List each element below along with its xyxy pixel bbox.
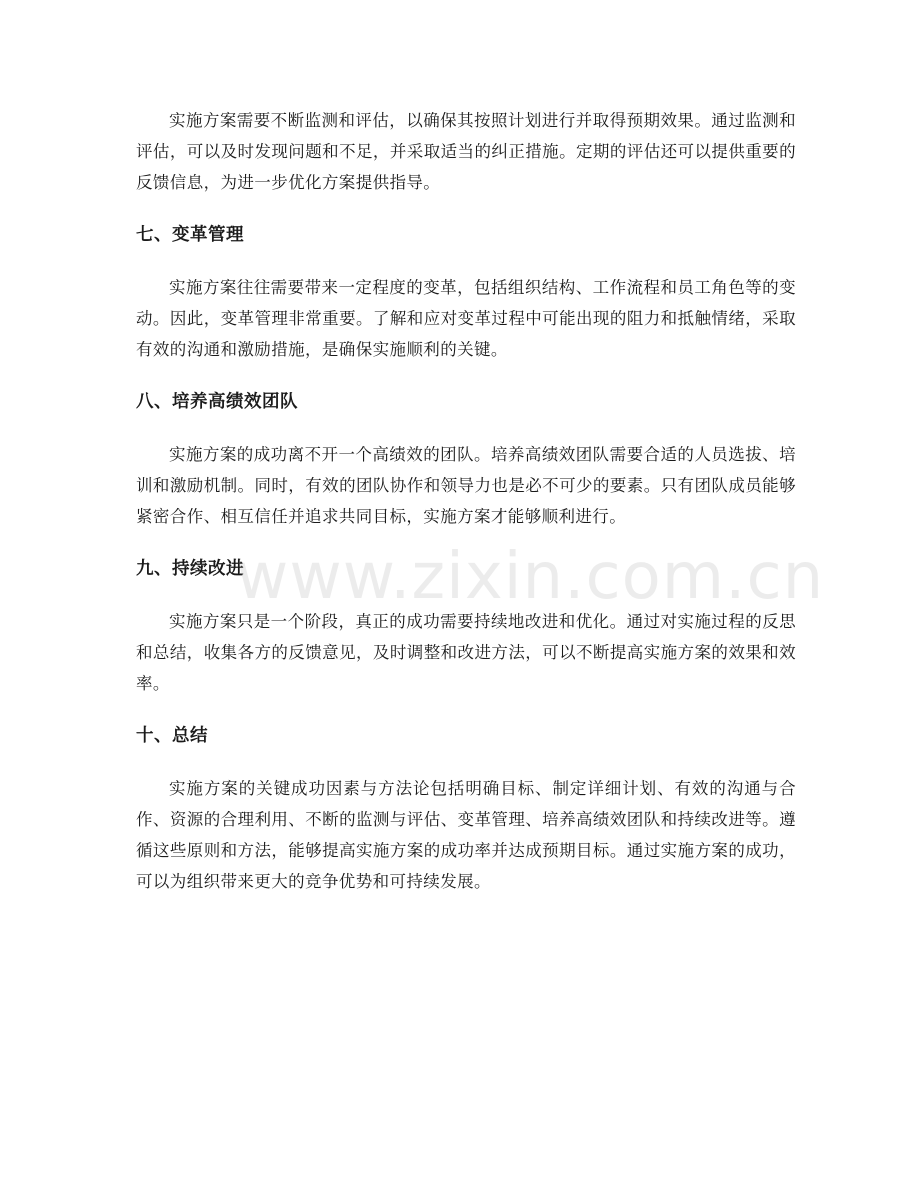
watermark: www.zixin.com.cn [236,540,825,614]
section-heading-change-management: 七、变革管理 [136,225,244,245]
section-heading-high-performance-team: 八、培养高绩效团队 [136,392,298,412]
intro-paragraph: 实施方案需要不断监测和评估，以确保其按照计划进行并取得预期效果。通过监测和评估，可以及时发现问题和不足，并采取适当的纠正措施。定期的评估还可以提供重要的反馈信息，为进一步优化方案提供指导。 [136,111,796,192]
section-paragraph-summary: 实施方案的关键成功因素与方法论包括明确目标、制定详细计划、有效的沟通与合作、资源的合理利用、不断的监测与评估、变革管理、培养高绩效团队和持续改进等。遵循这些原则和方法，能够提高实施方案的成功率并达成预期目标。通过实施方案的成功，可以为组织带来更大的竞争优势和可持续发展。 [136,779,796,891]
section-heading-continuous-improvement: 九、持续改进 [136,559,244,579]
section-heading-summary: 十、总结 [136,726,208,746]
document-body [136,105,825,897]
section-paragraph-continuous-improvement: 实施方案只是一个阶段，真正的成功需要持续地改进和优化。通过对实施过程的反思和总结，收集各方的反馈意见，及时调整和改进方法，可以不断提高实施方案的效果和效率。 [136,612,796,693]
section-paragraph-high-performance-team: 实施方案的成功离不开一个高绩效的团队。培养高绩效团队需要合适的人员选拔、培训和激励机制。同时，有效的团队协作和领导力也是必不可少的要素。只有团队成员能够紧密合作、相互信任并追求共同目标，实施方案才能够顺利进行。 [136,445,796,526]
section-paragraph-change-management: 实施方案往往需要带来一定程度的变革，包括组织结构、工作流程和员工角色等的变动。因此，变革管理非常重要。了解和应对变革过程中可能出现的阻力和抵触情绪，采取有效的沟通和激励措施，是确保实施顺利的关键。 [136,278,796,359]
